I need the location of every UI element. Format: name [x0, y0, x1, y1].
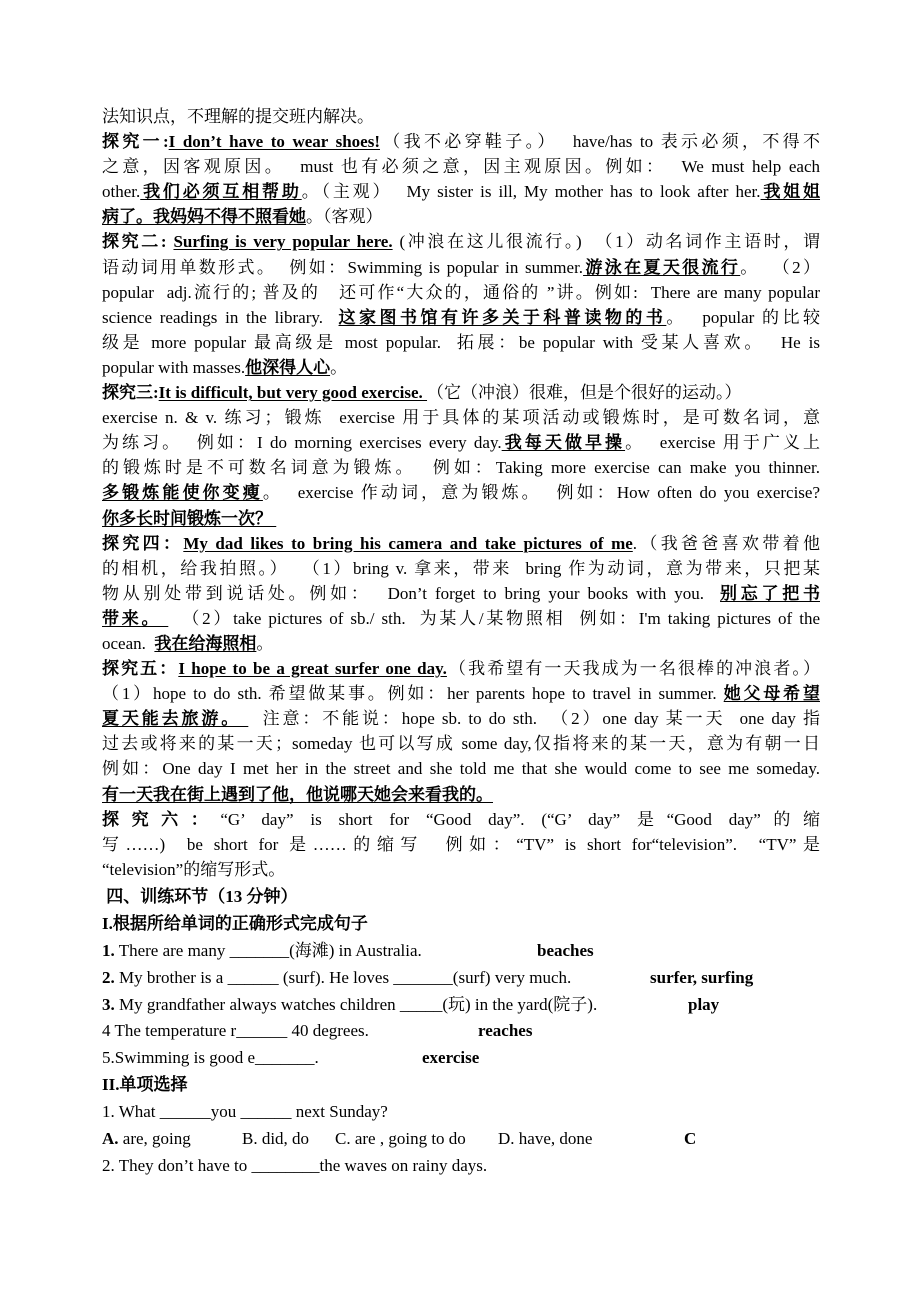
key-sentence: Surfing is very popular here. — [173, 232, 393, 252]
text-run: 注意：不能说：hope sb. to do sth. （2）one day 某一天 one day 指 — [248, 709, 821, 729]
text-run: (冲浪在这儿很流行。) （1）动名词作主语时，谓 — [392, 232, 820, 252]
item-text: 5.Swimming is good e_______. — [102, 1048, 319, 1068]
key-sentence: 多锻炼能使你变瘦 — [102, 483, 263, 503]
text-run: （它（冲浪）很难，但是个很好的运动。） — [427, 383, 742, 403]
text-run: 的相机，给我拍照。） （1）bring v. 拿来，带来 bring 作为动词，意为带来，只把某 — [102, 558, 820, 578]
section-label: 探究二: — [102, 232, 174, 252]
option-d: D. have, done — [498, 1129, 593, 1149]
section-label: 探究六： — [102, 809, 221, 829]
text-run: popular with masses. — [102, 357, 246, 377]
text-line — [102, 606, 820, 631]
answer: beaches — [537, 940, 594, 960]
text-run: 。 — [256, 633, 274, 653]
text-run: （我希望有一天我成为一名很棒的冲浪者。） — [446, 659, 820, 679]
text-run: 。 popular 的比较 — [666, 307, 820, 327]
section-label: 探究五： — [102, 659, 179, 679]
text-line — [102, 756, 820, 781]
option-b: B. did, do — [242, 1129, 310, 1149]
text-line — [102, 380, 820, 405]
text-line — [102, 305, 820, 330]
key-sentence: 游泳在夏天很流行 — [583, 257, 741, 277]
text-line — [102, 832, 820, 857]
text-line — [102, 531, 820, 556]
text-run: science readings in the library. — [102, 307, 339, 327]
exercise-item — [102, 1017, 820, 1044]
text-run: （1）hope to do sth. 希望做某事。例如：her parents hope to travel in summer. — [102, 684, 724, 704]
part2-title: II.单项选择 — [102, 1075, 188, 1095]
text-line — [102, 681, 820, 706]
section-label: 探究三: — [102, 383, 159, 403]
text-line — [102, 154, 820, 179]
section-label: 探究四： — [102, 533, 184, 553]
part1-items — [102, 937, 820, 1071]
option-a: A. are, going — [102, 1129, 191, 1149]
text-run: exercise n. & v. 练习；锻炼 exercise 用于具体的某项活动或锻炼时，是可数名词，意 — [102, 408, 820, 428]
key-sentence: 我们必须互相帮助 — [140, 182, 302, 202]
answer: exercise — [422, 1048, 480, 1068]
answer: reaches — [478, 1021, 533, 1041]
text-line — [102, 355, 820, 380]
text-line — [102, 782, 820, 807]
text-line — [102, 807, 820, 832]
key-sentence: 我在给海照相 — [154, 633, 257, 653]
exercise-item — [102, 937, 820, 964]
text-run: 例如：One day I met her in the street and she told me that she would come to see me someday. — [102, 759, 820, 779]
text-line — [102, 104, 820, 129]
key-sentence: 病了。我妈妈不得不照看她 — [102, 207, 306, 227]
key-sentence: 别忘了把书 — [720, 583, 820, 603]
item-text: 4 The temperature r______ 40 degrees. — [102, 1021, 369, 1041]
question-2: 2. They don’t have to ________the waves on rainy days. — [102, 1155, 488, 1175]
text-line — [102, 280, 820, 305]
text-line — [102, 405, 820, 430]
text-run: other. — [102, 182, 141, 202]
text-run: 语动词用单数形式。 例如：Swimming is popular in summer. — [102, 257, 584, 277]
text-run: popular adj.流行的; 普及的 还可作“大众的，通俗的 ”讲。例如: There are many popular — [102, 282, 820, 302]
text-line — [102, 631, 820, 656]
text-run: 。（客观） — [306, 207, 383, 227]
text-line — [102, 506, 820, 531]
question-1: 1. What ______you ______ next Sunday? — [102, 1102, 388, 1122]
item-text: My grandfather always watches children _____(玩) in the yard(院子). — [114, 994, 598, 1014]
key-sentence: I don’t have to wear shoes! — [168, 132, 380, 152]
text-run: 。（主观） My sister is ill, My mother has to look after her. — [301, 182, 761, 202]
text-run: .（我爸爸喜欢带着他 — [632, 533, 820, 553]
text-run: “G’ day” is short for “Good day”. (“G’ day” 是“Good day”的缩 — [220, 809, 821, 829]
text-run: 法知识点，不理解的提交班内解决。 — [102, 107, 374, 126]
text-run: 。 exercise 用于广义上 — [625, 433, 821, 453]
exercise-item — [102, 991, 820, 1018]
item-number: 1. — [102, 940, 115, 960]
text-line — [102, 229, 820, 254]
text-run: （我不必穿鞋子。） have/has to 表示必须，不得不 — [379, 132, 820, 152]
key-sentence: 这家图书馆有许多关于科普读物的书 — [338, 307, 667, 327]
key-sentence: 我每天做早操 — [501, 433, 626, 453]
key-sentence: 有一天我在街上遇到了他，他说哪天她会来看我的。 — [102, 784, 493, 804]
text-run: 之意，因客观原因。 must 也有必须之意，因主观原因。例如： We must help each — [102, 157, 820, 177]
text-line — [102, 581, 820, 606]
item-number: 3. — [102, 994, 115, 1014]
text-run: “television”的缩写形式。 — [102, 859, 286, 879]
text-line — [102, 731, 820, 756]
training-section — [102, 883, 820, 1179]
text-line — [102, 706, 820, 731]
text-run: 。 — [330, 357, 348, 377]
text-line — [102, 857, 820, 882]
text-line — [102, 656, 820, 681]
answer: play — [688, 994, 720, 1014]
key-sentence: I hope to be a great surfer one day. — [178, 659, 447, 679]
key-sentence: 我姐姐 — [760, 182, 821, 202]
section-heading: 四、训练环节（13 分钟） — [102, 887, 298, 906]
section-label: 探究一: — [102, 132, 169, 152]
answer: surfer, surfing — [650, 967, 754, 987]
grammar-notes — [102, 104, 820, 882]
key-sentence: 带来。 — [102, 608, 169, 628]
item-number: 2. — [102, 967, 115, 987]
option-c: C. are , going to do — [335, 1129, 466, 1149]
exercise-item — [102, 964, 820, 991]
text-line — [102, 455, 820, 480]
item-text: There are many _______(海滩) in Australia. — [114, 940, 422, 960]
item-text: My brother is a ______ (surf). He loves _______(surf) very much. — [114, 967, 572, 987]
text-run: 级是 more popular 最高级是 most popular. 拓展：be popular with 受某人喜欢。 He is — [102, 332, 820, 352]
text-run: ocean. — [102, 633, 155, 653]
text-line — [102, 430, 820, 455]
part1-title: I.根据所给单词的正确形式完成句子 — [102, 913, 368, 933]
text-run: 。 （2） — [740, 257, 821, 277]
text-run: 为练习。 例如：I do morning exercises every day. — [102, 433, 502, 453]
key-sentence: 你多长时间锻炼一次？ — [102, 508, 277, 528]
text-line — [102, 179, 820, 204]
exercise-item — [102, 1044, 820, 1071]
answer: C — [684, 1129, 697, 1149]
key-sentence: 夏天能去旅游。 — [102, 709, 249, 729]
text-line — [102, 129, 820, 154]
text-run: 过去或将来的某一天；someday 也可以写成 some day,仅指将来的某一天，意为有朝一日 — [102, 734, 820, 754]
text-line — [102, 480, 820, 505]
text-run: 的锻炼时是不可数名词意为锻炼。 例如：Taking more exercise can make you thinner. — [102, 458, 820, 478]
question-1-options — [102, 1125, 820, 1152]
text-run: 写……) be short for 是……的缩写 例如：“TV” is short for“television”. “TV”是 — [102, 834, 820, 854]
key-sentence: 她父母希望 — [723, 684, 820, 704]
text-line — [102, 255, 820, 280]
key-sentence: 他深得人心 — [245, 357, 331, 377]
text-run: （2）take pictures of sb./ sth. 为某人/某物照相 例如：I'm taking pictures of the — [168, 608, 820, 628]
text-run: 。 exercise 作动词，意为锻炼。 例如：How often do you exercise? — [262, 483, 820, 503]
key-sentence: It is difficult, but very good exercise. — [158, 383, 428, 403]
text-line — [102, 556, 820, 581]
text-line — [102, 330, 820, 355]
key-sentence: My dad likes to bring his camera and take pictures of me — [183, 533, 633, 553]
text-line — [102, 204, 820, 229]
text-run: 物从别处带到说话处。例如： Don’t forget to bring your books with you. — [102, 583, 721, 603]
